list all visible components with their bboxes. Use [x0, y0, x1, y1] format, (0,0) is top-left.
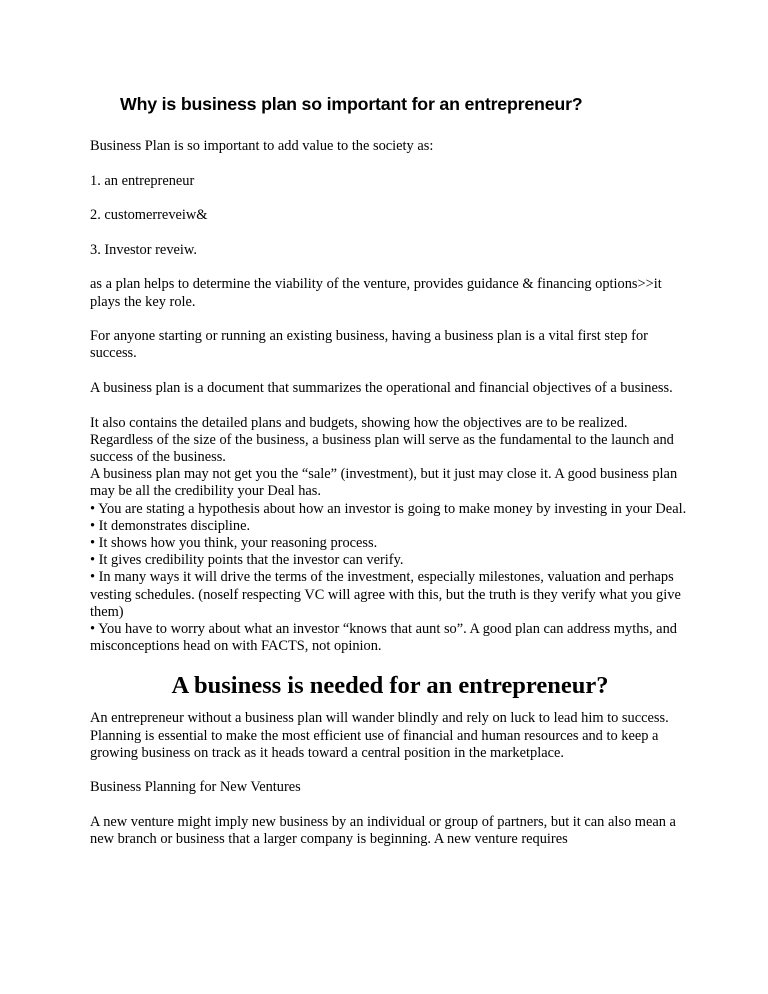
bullet-item: • You are stating a hypothesis about how an investor is going to make money by investing in your Deal. — [90, 500, 687, 517]
viability-paragraph: as a plan helps to determine the viability of the venture, provides guidance & financing options>>it plays the key role. — [90, 276, 662, 310]
subheading-new-ventures: Business Planning for New Ventures — [90, 779, 301, 796]
wander-paragraph: An entrepreneur without a business plan will wander blindly and rely on luck to lead him to success. Planning is essential to make the most efficient use of financial and human resources and to keep a growing business on track as it heads toward a central position in the marketplace. — [90, 710, 669, 761]
list-item: 3. Investor reveiw. — [90, 241, 197, 258]
bullet-item: • It gives credibility points that the investor can verify. — [90, 552, 404, 569]
bullet-item: • It shows how you think, your reasoning process. — [90, 534, 378, 551]
bullet-item: • You have to worry about what an investor “knows that aunt so”. A good plan can address myths, and misconceptions head on with FACTS, not opinion. — [90, 621, 677, 655]
anyone-paragraph: For anyone starting or running an existing business, having a business plan is a vital first step for success. — [90, 328, 648, 362]
bullet-item: • It demonstrates discipline. — [90, 517, 251, 534]
heading-why-business-plan: Why is business plan so important for an entrepreneur? — [120, 94, 583, 114]
bullet-item: • In many ways it will drive the terms of the investment, especially milestones, valuation and perhaps vesting schedules. (noself respecting VC will agree with this, but the truth is they verify what you give them) — [90, 569, 681, 620]
sale-paragraph: A business plan may not get you the “sale” (investment), but it just may close it. A good business plan may be all the credibility your Deal has. — [90, 466, 678, 500]
heading-business-needed: A business is needed for an entrepreneur? — [171, 672, 609, 700]
document-page — [90, 92, 690, 848]
list-item: 2. customerreveiw& — [90, 207, 208, 224]
intro-paragraph: Business Plan is so important to add value to the society as: — [90, 138, 434, 154]
detailed-paragraph: It also contains the detailed plans and budgets, showing how the objectives are to be realized. Regardless of the size of the business, a business plan will serve as the fundamental to the launch and success of the business. — [90, 414, 674, 465]
document-paragraph: A business plan is a document that summarizes the operational and financial objectives of a business. — [90, 379, 673, 396]
list-item: 1. an entrepreneur — [90, 172, 195, 189]
venture-paragraph: A new venture might imply new business by an individual or group of partners, but it can also mean a new branch or business that a larger company is beginning. A new venture requires — [90, 814, 676, 848]
